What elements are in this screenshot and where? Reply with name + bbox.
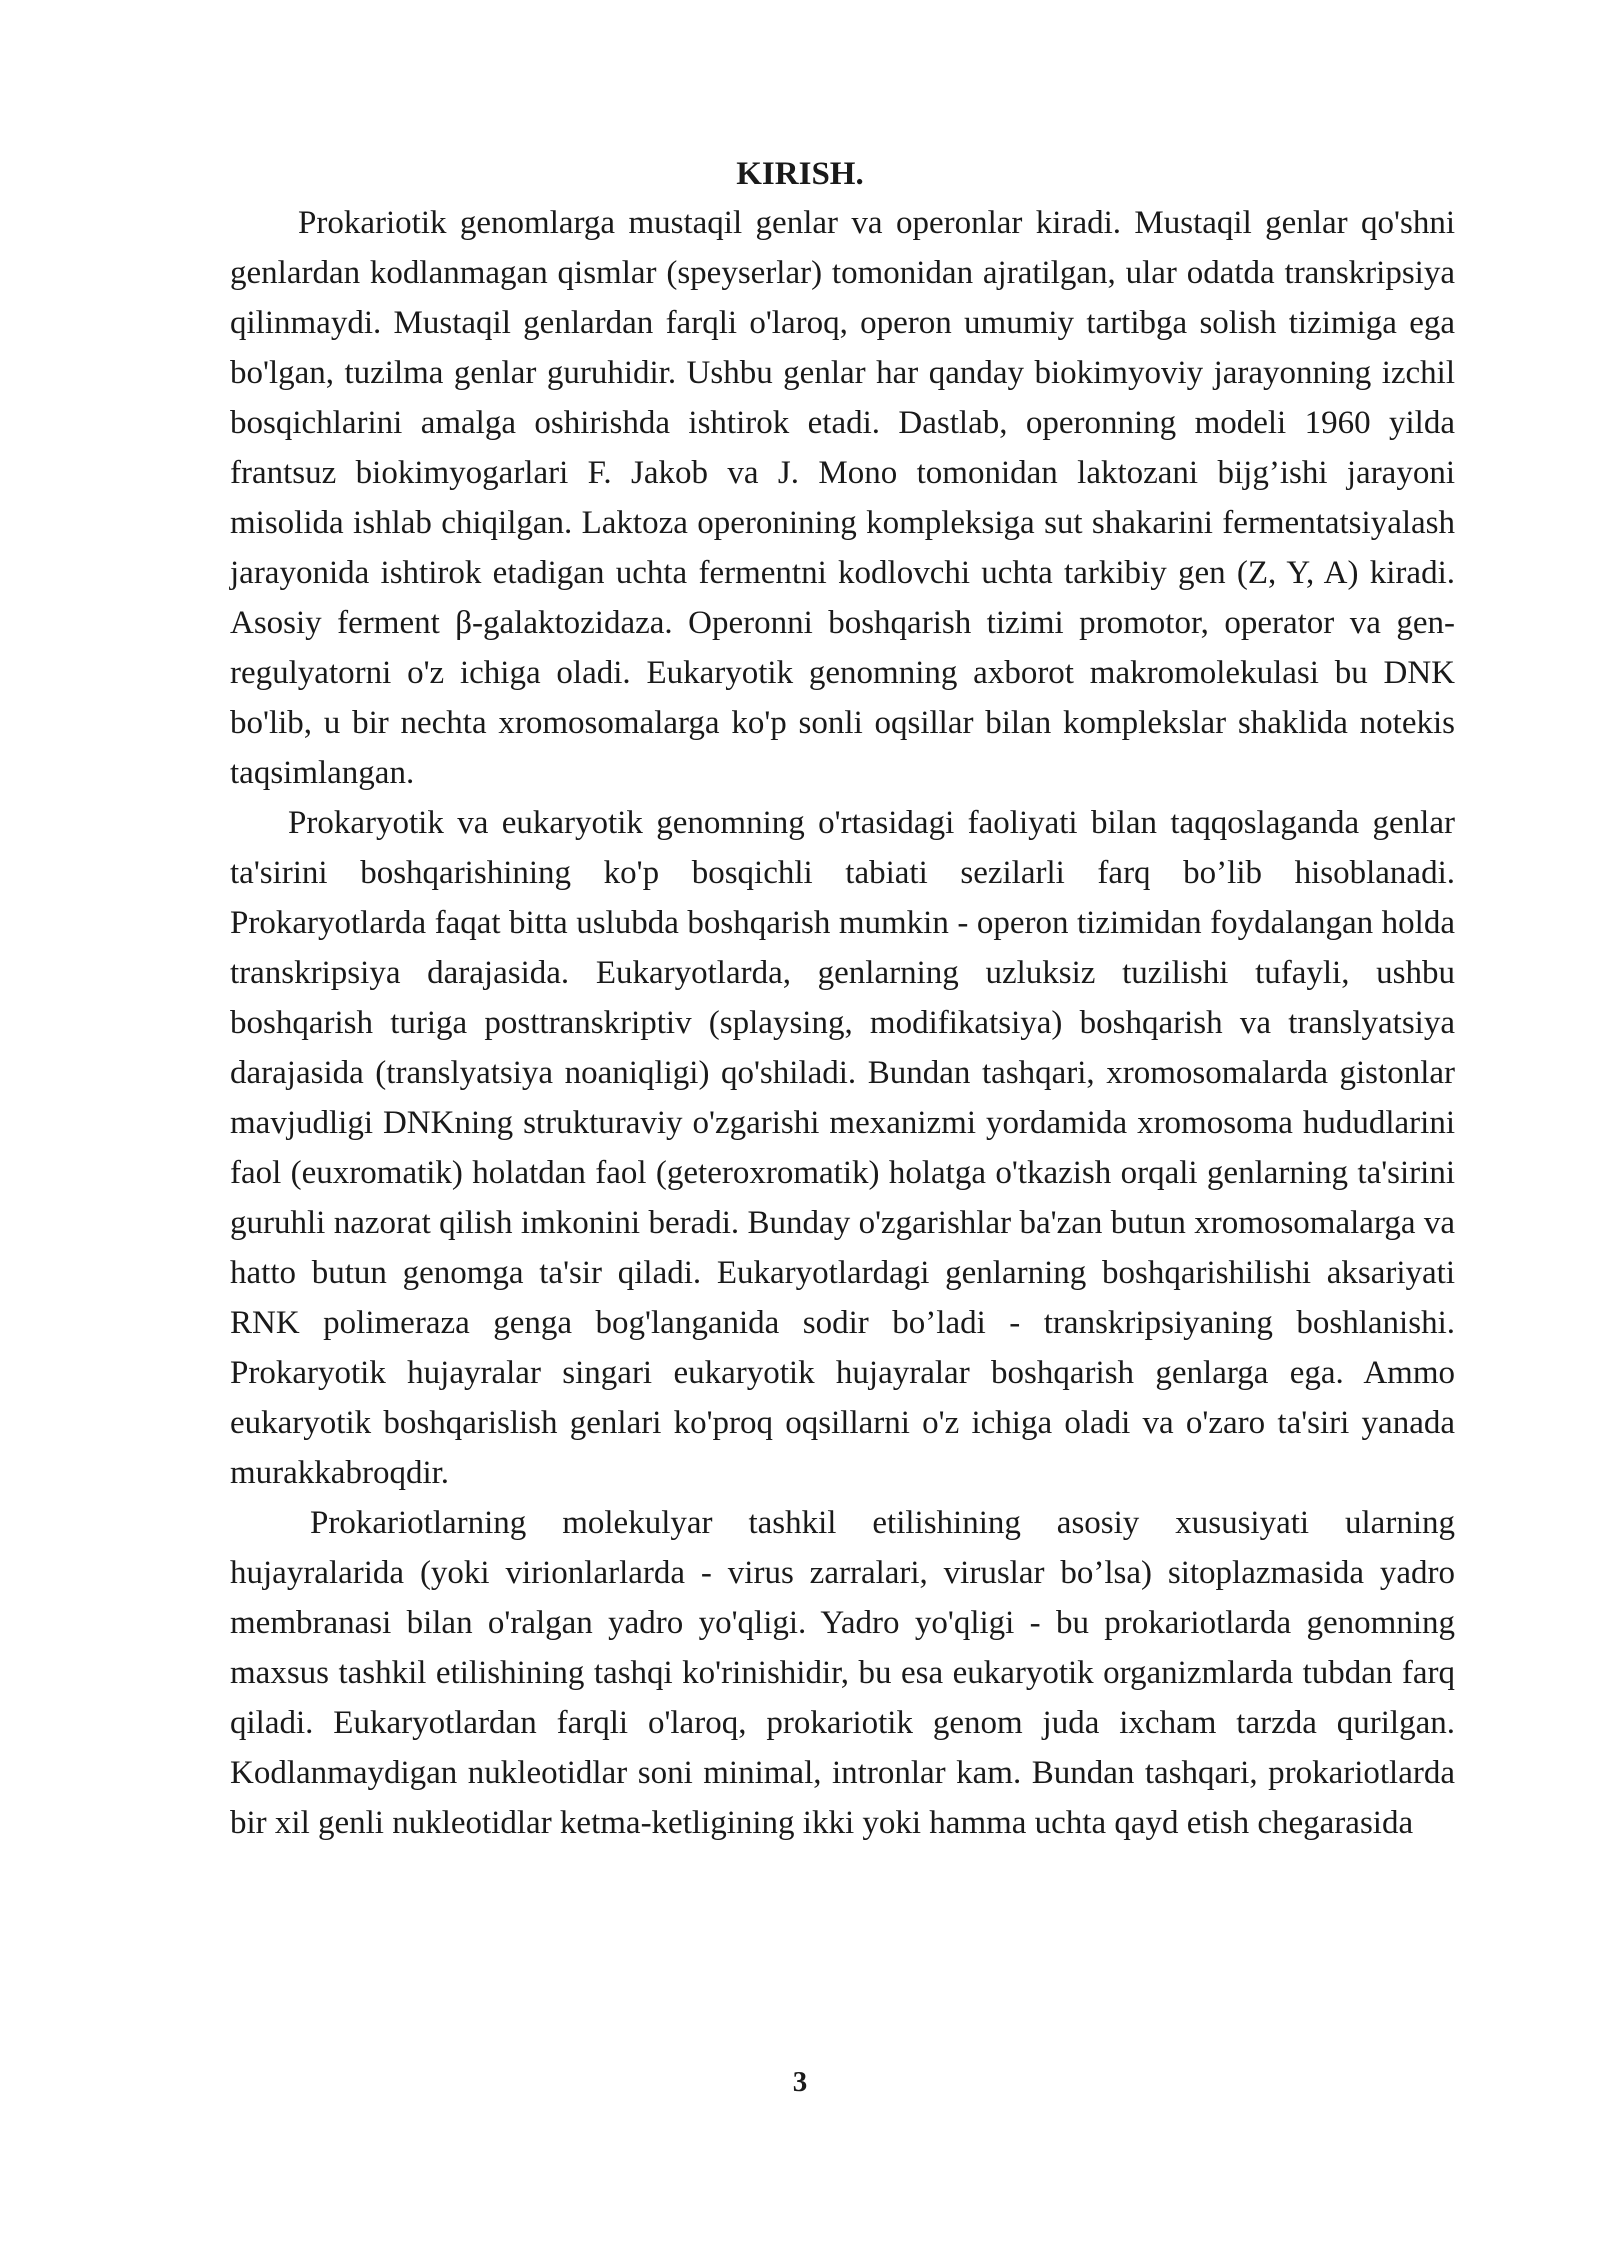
paragraph-molecular-organization: Prokariotlarning molekulyar tashkil etilishining asosiy xususiyati ularning hujayralarida (yoki virionlarlarda - virus zarralari, viruslar bo’lsa) sitoplazmasida yadro membranasi bilan o'ralgan yadro yo'qligi. Yadro yo'qligi - bu prokariotlarda genomning maxsus tashkil etilishining tashqi ko'rinishidir, bu esa eukaryotik organizmlarda tubdan farq qiladi. Eukaryotlardan farqli o'laroq, prokariotik genom juda ixcham tarzda qurilgan. Kodlanmaydigan nukleotidlar soni minimal, intronlar kam. Bundan tashqari, prokariotlarda bir xil genli nukleotidlar ketma-ketligining ikki yoki hamma uchta qayd etish chegarasida — [230, 1505, 1455, 1841]
paragraph-gene-regulation: Prokaryotik va eukaryotik genomning o'rtasidagi faoliyati bilan taqqoslaganda genlar ta'sirini boshqarishining ko'p bosqichli tabiati sezilarli farq bo’lib hisoblanadi. Prokaryotlarda faqat bitta uslubda boshqarish mumkin - operon tizimidan foydalangan holda transkripsiya darajasida. Eukaryotlarda, genlarning uzluksiz tuzilishi tufayli, ushbu boshqarish turiga posttranskriptiv (splaysing, modifikatsiya) boshqarish va translyatsiya darajasida (translyatsiya noaniqligi) qo'shiladi. Bundan tashqari, xromosomalarda gistonlar mavjudligi DNKning strukturaviy o'zgarishi mexanizmi yordamida xromosoma hududlarini faol (euxromatik) holatdan faol (geteroxromatik) holatga o'tkazish orqali genlarning ta'sirini guruhli nazorat qilish imkonini beradi. Bunday o'zgarishlar ba'zan butun xromosomalarga va hatto butun genomga ta'sir qiladi. Eukaryotlardagi genlarning boshqarishilishi aksariyati RNK polimeraza genga bog'langanida sodir bo’ladi - transkripsiyaning boshlanishi. Prokaryotik hujayralar singari eukaryotik hujayralar boshqarish genlarga ega. Ammo eukaryotik boshqarislish genlari ko'proq oqsillarni o'z ichiga oladi va o'zaro ta'siri yanada murakkabroqdir. — [230, 805, 1455, 1491]
page-title: KIRISH. — [736, 156, 864, 192]
paragraph-prokaryotic-genomes: Prokariotik genomlarga mustaqil genlar va operonlar kiradi. Mustaqil genlar qo'shni genlardan kodlanmagan qismlar (speyserlar) tomonidan ajratilgan, ular odatda transkripsiya qilinmaydi. Mustaqil genlardan farqli o'laroq, operon umumiy tartibga solish tizimiga ega bo'lgan, tuzilma genlar guruhidir. Ushbu genlar har qanday biokimyoviy jarayonning izchil bosqichlarini amalga oshirishda ishtirok etadi. Dastlab, operonning modeli 1960 yilda frantsuz biokimyogarlari F. Jakob va J. Mono tomonidan laktozani bijg’ishi jarayoni misolida ishlab chiqilgan. Laktoza operonining kompleksiga sut shakarini fermentatsiyalash jarayonida ishtirok etadigan uchta fermentni kodlovchi uchta tarkibiy gen (Z, Y, A) kiradi. Asosiy ferment β-galaktozidaza. Operonni boshqarish tizimi promotor, operator va gen-regulyatorni o'z ichiga oladi. Eukaryotik genomning axborot makromolekulasi bu DNK bo'lib, u bir nechta xromosomalarga ko'p sonli oqsillar bilan komplekslar shaklida notekis taqsimlangan. — [230, 205, 1455, 791]
document-body — [230, 198, 1455, 1848]
page-number: 3 — [792, 2066, 808, 2098]
